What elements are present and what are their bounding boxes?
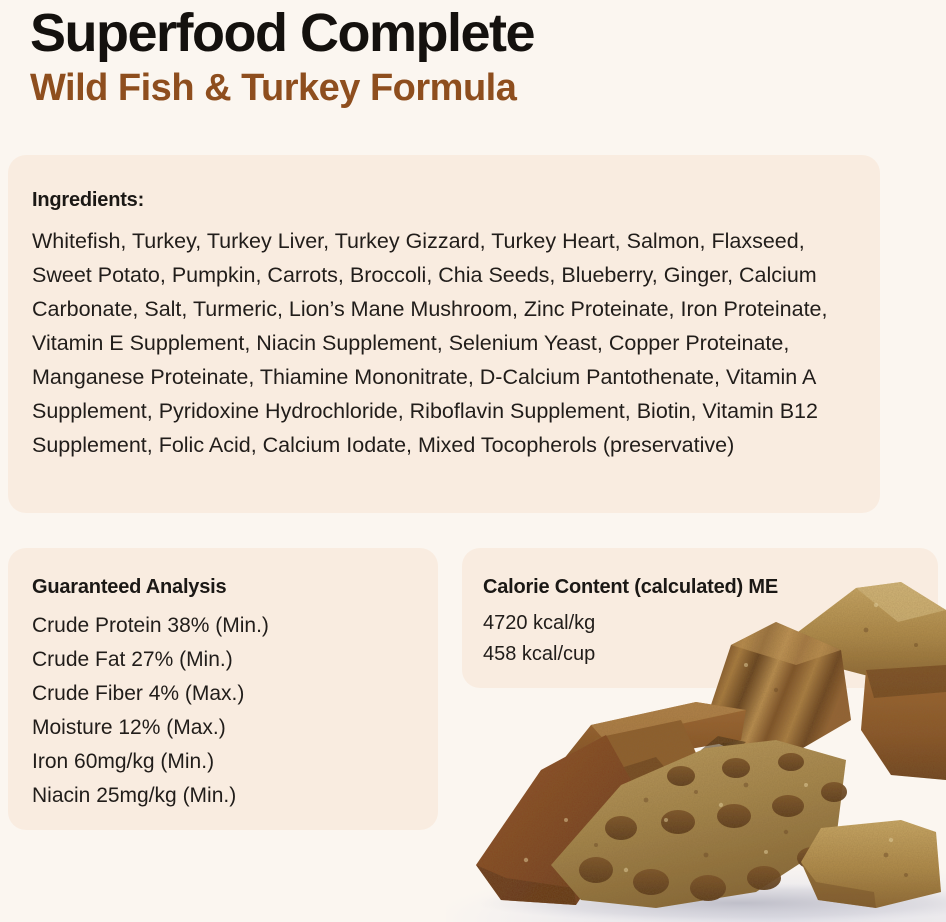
- page-subtitle: Wild Fish & Turkey Formula: [30, 66, 517, 109]
- page-title: Superfood Complete: [30, 3, 535, 63]
- treat-chunks: [476, 582, 946, 908]
- analysis-row-crude-protein: Crude Protein 38% (Min.): [32, 614, 269, 637]
- analysis-row-iron: Iron 60mg/kg (Min.): [32, 750, 215, 773]
- treats-photo-illustration: [446, 570, 946, 922]
- ingredients-panel: [8, 155, 880, 513]
- ingredients-label: Ingredients:: [32, 189, 145, 211]
- analysis-row-moisture: Moisture 12% (Max.): [32, 716, 226, 739]
- header: [30, 2, 534, 110]
- guaranteed-analysis-panel: [8, 548, 438, 830]
- guaranteed-analysis-title: Guaranteed Analysis: [32, 576, 227, 598]
- analysis-row-niacin: Niacin 25mg/kg (Min.): [32, 784, 237, 807]
- calorie-row-kcal-kg: 4720 kcal/kg: [483, 612, 596, 634]
- analysis-row-crude-fat: Crude Fat 27% (Min.): [32, 648, 233, 671]
- calorie-row-kcal-cup: 458 kcal/cup: [483, 643, 596, 665]
- analysis-row-crude-fiber: Crude Fiber 4% (Max.): [32, 682, 245, 705]
- calorie-content-title: Calorie Content (calculated) ME: [483, 576, 778, 598]
- treats-photo: [446, 570, 946, 922]
- ingredients-text: Whitefish, Turkey, Turkey Liver, Turkey Gizzard, Turkey Heart, Salmon, Flaxseed, Sweet Potato, Pumpkin, Carrots, Broccoli, Chia Seeds, Blueberry, Ginger, Calcium Carbonate, Salt, Turmeric, Lion’s Mane Mushroom, Zinc Proteinate, Iron Proteinate, Vitamin E Supplement, Niacin Supplement, Selenium Yeast, Copper Proteinate, Manganese Proteinate, Thiamine Mononitrate, D-Calcium Pantothenate, Vitamin A Supplement, Pyridoxine Hydrochloride, Riboflavin Supplement, Biotin, Vitamin B12 Supplement, Folic Acid, Calcium Iodate, Mixed Tocopherols (preservative): [32, 229, 828, 457]
- guaranteed-analysis-list: [32, 609, 414, 813]
